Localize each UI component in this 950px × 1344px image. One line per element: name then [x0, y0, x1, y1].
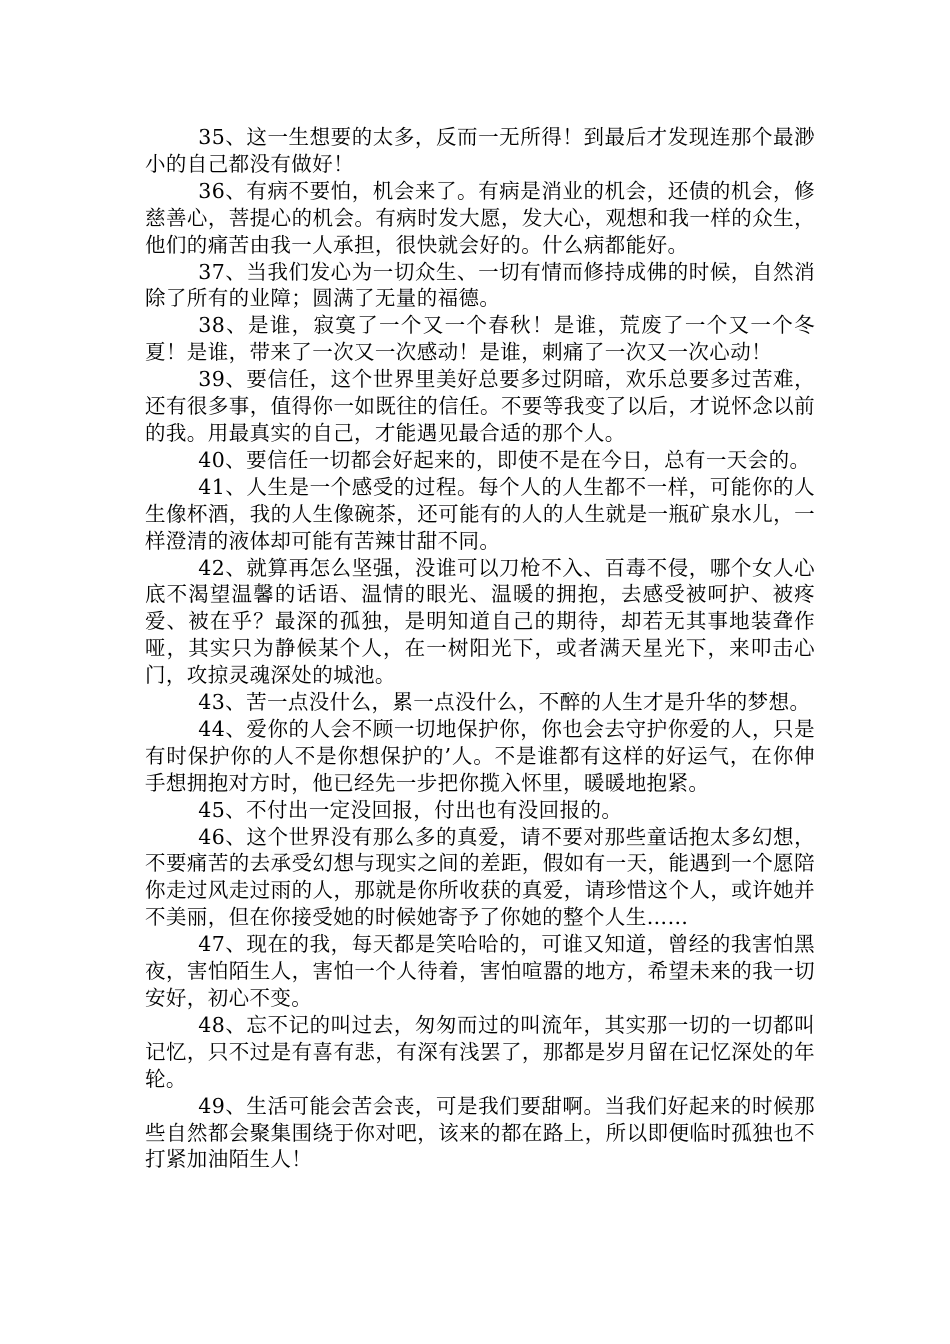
paragraph-49: 49、生活可能会苦会丧，可是我们要甜啊。当我们好起来的时候那些自然都会聚集围绕于你对吧，该来的都在路上，所以即便临时孤独也不打紧加油陌生人！: [145, 1093, 815, 1172]
paragraph-39: 39、要信任，这个世界里美好总要多过阴暗，欢乐总要多过苦难，还有很多事，值得你一如既往的信任。不要等我变了以后，才说怀念以前的我。用最真实的自己，才能遇见最合适的那个人。: [145, 367, 815, 445]
paragraph-48: 48、忘不记的叫过去，匆匆而过的叫流年，其实那一切的一切都叫记忆，只不过是有喜有悲，有深有浅罢了，那都是岁月留在记忆深处的年轮。: [145, 1012, 815, 1091]
paragraph-38: 38、是谁，寂寞了一个又一个春秋！是谁，荒废了一个又一个冬夏！是谁，带来了一次又一次感动！是谁，刺痛了一次又一次心动！: [145, 313, 815, 365]
paragraph-45: 45、不付出一定没回报，付出也有没回报的。: [198, 797, 623, 822]
paragraph-44: 44、爱你的人会不顾一切地保护你，你也会去守护你爱的人，只是有时保护你的人不是你想保护的’人。不是谁都有这样的好运气，在你伸手想拥抱对方时，他已经先一步把你揽入怀里，暖暖地抱紧。: [145, 716, 815, 795]
paragraph-43: 43、苦一点没什么，累一点没什么，不醉的人生才是升华的梦想。: [198, 690, 811, 715]
paragraph-46: 46、这个世界没有那么多的真爱，请不要对那些童话抱太多幻想，不要痛苦的去承受幻想与现实之间的差距，假如有一天，能遇到一个愿陪你走过风走过雨的人，那就是你所收获的真爱，请珍惜这个人，或许她并不美丽，但在你接受她的时候她寄予了你她的整个人生……: [145, 824, 815, 930]
paragraph-42: 42、就算再怎么坚强，没谁可以刀枪不入、百毒不侵，哪个女人心底不渴望温馨的话语、温情的眼光、温暖的拥抱，去感受被呵护、被疼爱、被在乎？最深的孤独，是明知道自己的期待，却若无其事地装聋作哑，其实只为静候某个人，在一树阳光下，或者满天星光下，来叩击心门，攻掠灵魂深处的城池。: [145, 555, 815, 688]
paragraph-40: 40、要信任一切都会好起来的，即使不是在今日，总有一天会的。: [198, 447, 811, 472]
paragraph-47: 47、现在的我，每天都是笑哈哈的，可谁又知道，曾经的我害怕黑夜，害怕陌生人，害怕一个人待着，害怕喧嚣的地方，希望未来的我一切安好，初心不变。: [145, 932, 815, 1010]
document-body: [145, 124, 815, 1173]
paragraph-35: 35、这一生想要的太多，反而一无所得！到最后才发现连那个最渺小的自己都没有做好！: [145, 125, 815, 176]
paragraph-41: 41、人生是一个感受的过程。每个人的人生都不一样，可能你的人生像杯酒，我的人生像碗茶，还可能有的人的人生就是一瓶矿泉水儿，一样澄清的液体却可能有苦辣甘甜不同。: [145, 474, 815, 553]
paragraph-37: 37、当我们发心为一切众生、一切有情而修持成佛的时候，自然消除了所有的业障；圆满了无量的福德。: [145, 259, 815, 311]
paragraph-36: 36、有病不要怕，机会来了。有病是消业的机会，还债的机会，修慈善心，菩提心的机会。有病时发大愿，发大心，观想和我一样的众生，他们的痛苦由我一人承担，很快就会好的。什么病都能好。: [145, 178, 815, 257]
